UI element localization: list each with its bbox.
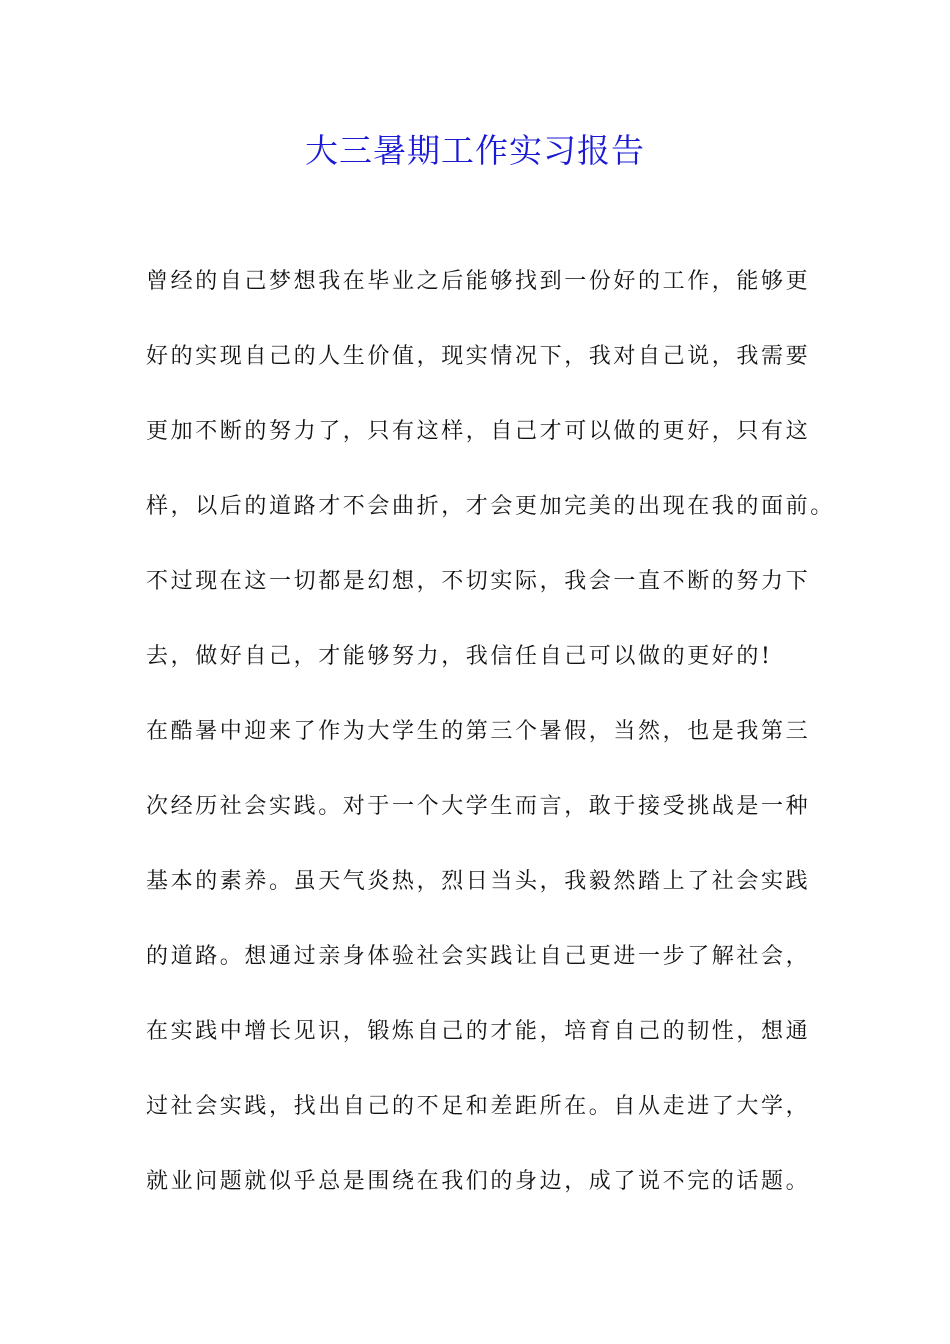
paragraph-line: 过社会实践，找出自己的不足和差距所在。自从走进了大学， [146,1094,811,1119]
paragraph-line: 样，以后的道路才不会曲折，才会更加完美的出现在我的面前。 [146,494,835,519]
paragraph-line: 基本的素养。虽天气炎热，烈日当头，我毅然踏上了社会实践 [146,869,811,894]
paragraph-line: 去，做好自己，才能够努力，我信任自己可以做的更好的! [146,644,773,669]
paragraph-line: 不过现在这一切都是幻想，不切实际，我会一直不断的努力下 [146,569,811,594]
paragraph-line: 更加不断的努力了，只有这样，自己才可以做的更好，只有这 [146,419,811,444]
paragraph-line: 在实践中增长见识，锻炼自己的才能，培育自己的韧性，想通 [146,1019,811,1044]
paragraph-line: 曾经的自己梦想我在毕业之后能够找到一份好的工作，能够更 [146,269,811,294]
paragraph-line: 的道路。想通过亲身体验社会实践让自己更进一步了解社会， [146,944,811,969]
paragraph-line: 在酷暑中迎来了作为大学生的第三个暑假，当然，也是我第三 [146,719,811,744]
paragraph-line: 次经历社会实践。对于一个大学生而言，敢于接受挑战是一种 [146,794,811,819]
document-title: 大三暑期工作实习报告 [305,131,645,170]
paragraph-line: 好的实现自己的人生价值，现实情况下，我对自己说，我需要 [146,344,811,369]
paragraph-line: 就业问题就似乎总是围绕在我们的身边，成了说不完的话题。 [146,1169,811,1194]
